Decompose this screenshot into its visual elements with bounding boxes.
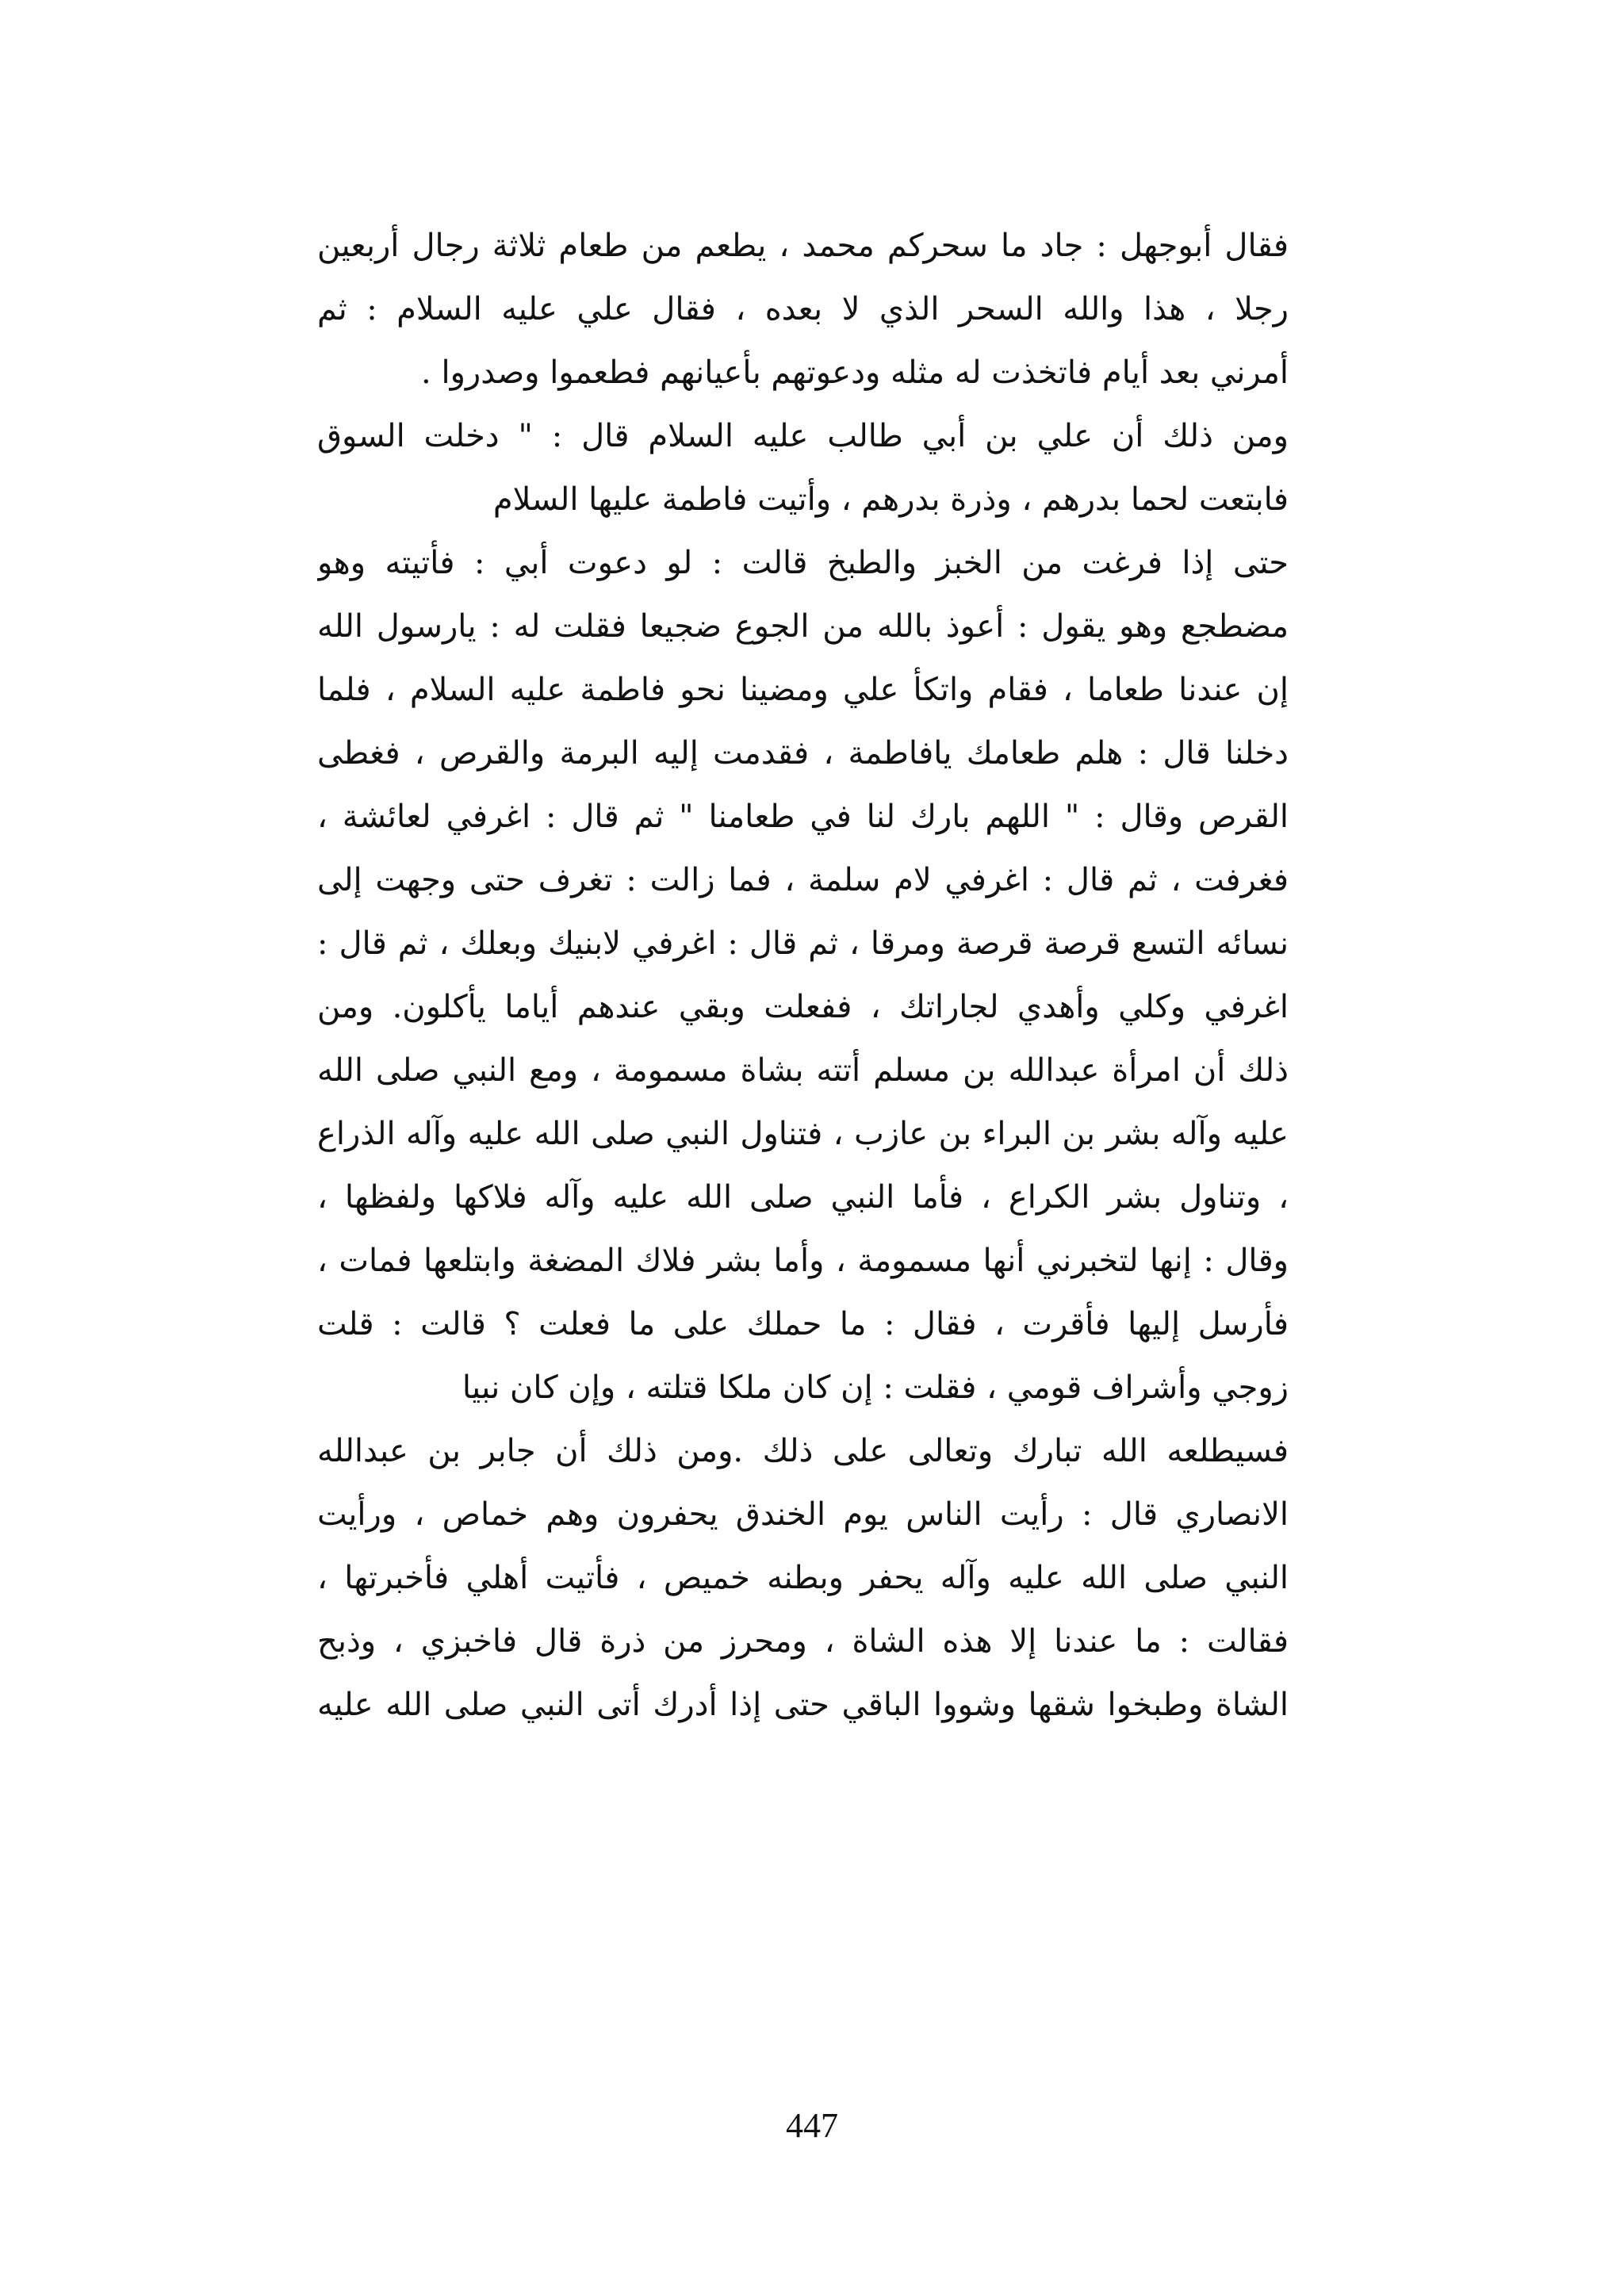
text-line-22: النبي صلى الله عليه وآله يحفر وبطنه خميص ، فأتيت أهلي فأخبرتها ، <box>317 1560 1289 1596</box>
text-line-16: ، وتناول بشر الكراع ، فأما النبي صلى الله عليه وآله فلاكها ولفظها ، <box>317 1179 1289 1216</box>
text-line-7: مضطجع وهو يقول : أعوذ بالله من الجوع ضجيعا فقلت له : يارسول الله <box>317 608 1289 645</box>
text-line-11: فغرفت ، ثم قال : اغرفي لام سلمة ، فما زالت : تغرف حتى وجهت إلى <box>317 862 1289 898</box>
text-line-10: القرص وقال : " اللهم بارك لنا في طعامنا " ثم قال : اغرفي لعائشة ، <box>317 798 1289 835</box>
body-text <box>317 214 1289 1737</box>
text-line-18: فأرسل إليها فأقرت ، فقال : ما حملك على ما فعلت ؟ قالت : قلت <box>317 1306 1289 1342</box>
text-line-21: الانصاري قال : رأيت الناس يوم الخندق يحفرون وهم خماص ، ورأيت <box>317 1496 1289 1533</box>
text-line-20: فسيطلعه الله تبارك وتعالى على ذلك .ومن ذلك أن جابر بن عبدالله <box>317 1433 1289 1469</box>
text-line-24: الشاة وطبخوا شقها وشووا الباقي حتى إذا أدرك أتى النبي صلى الله عليه <box>317 1687 1289 1723</box>
text-line-17: وقال : إنها لتخبرني أنها مسمومة ، وأما بشر فلاك المضغة وابتلعها فمات ، <box>317 1243 1289 1279</box>
text-line-8: إن عندنا طعاما ، فقام واتكأ علي ومضينا نحو فاطمة عليه السلام ، فلما <box>317 672 1289 708</box>
text-line-13: اغرفي وكلي وأهدي لجاراتك ، ففعلت وبقي عندهم أياما يأكلون. ومن <box>317 989 1289 1025</box>
text-line-14: ذلك أن امرأة عبدالله بن مسلم أتته بشاة مسمومة ، ومع النبي صلى الله <box>317 1052 1289 1089</box>
text-line-4: ومن ذلك أن علي بن أبي طالب عليه السلام قال : " دخلت السوق <box>317 418 1289 454</box>
page-number: 447 <box>786 2106 838 2145</box>
text-line-9: دخلنا قال : هلم طعامك يافاطمة ، فقدمت إليه البرمة والقرص ، فغطى <box>317 735 1289 772</box>
text-line-2: رجلا ، هذا والله السحر الذي لا بعده ، فقال علي عليه السلام : ثم <box>317 291 1289 327</box>
text-line-23: فقالت : ما عندنا إلا هذه الشاة ، ومحرز من ذرة قال فاخبزي ، وذبح <box>317 1623 1289 1660</box>
text-line-15: عليه وآله بشر بن البراء بن عازب ، فتناول النبي صلى الله عليه وآله الذراع <box>317 1116 1289 1152</box>
text-line-3: أمرني بعد أيام فاتخذت له مثله ودعوتهم بأعيانهم فطعموا وصدروا . <box>421 354 1289 391</box>
text-line-19: زوجي وأشراف قومي ، فقلت : إن كان ملكا قتلته ، وإن كان نبيا <box>462 1369 1289 1406</box>
text-line-12: نسائه التسع قرصة قرصة ومرقا ، ثم قال : اغرفي لابنيك وبعلك ، ثم قال : <box>317 925 1289 962</box>
text-line-6: حتى إذا فرغت من الخبز والطبخ قالت : لو دعوت أبي : فأتيته وهو <box>317 545 1289 581</box>
text-line-5: فابتعت لحما بدرهم ، وذرة بدرهم ، وأتيت فاطمة عليها السلام <box>492 481 1289 518</box>
text-line-1: فقال أبوجهل : جاد ما سحركم محمد ، يطعم من طعام ثلاثة رجال أربعين <box>317 228 1289 264</box>
